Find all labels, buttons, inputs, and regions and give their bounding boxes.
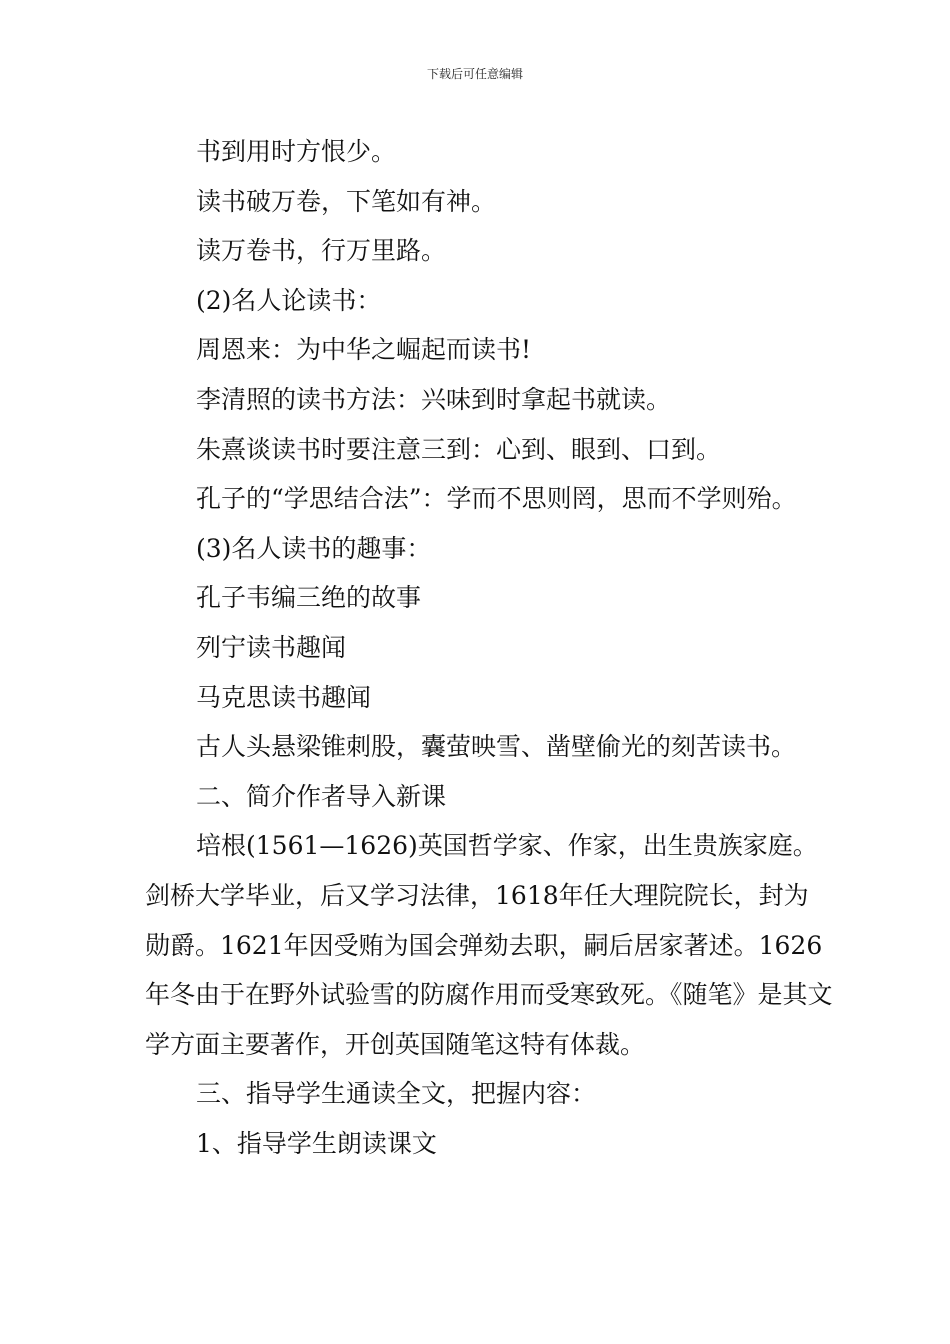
paragraph-3: 读万卷书，行万里路。 (196, 236, 447, 266)
section-heading-famous-people-on-reading: (2)名人论读书： (196, 285, 382, 315)
paragraph-6: 李清照的读书方法：兴味到时拿起书就读。 (196, 384, 672, 414)
section-heading-author-intro: 二、简介作者导入新课 (196, 781, 447, 811)
paragraph-13: 古人头悬梁锥刺股，囊萤映雪、凿壁偷光的刻苦读书。 (196, 732, 797, 762)
paragraph-12: 马克思读书趣闻 (196, 682, 372, 712)
paragraph-17: 1、指导学生朗读课文 (196, 1128, 437, 1158)
paragraph-5: 周恩来：为中华之崛起而读书! (196, 335, 532, 365)
document-body (145, 127, 833, 1168)
paragraph-8: 孔子的“学思结合法”：学而不思则罔，思而不学则殆。 (196, 484, 797, 514)
section-heading-reading-anecdotes: (3)名人读书的趣事： (196, 533, 432, 563)
paragraph-2: 读书破万卷，下笔如有神。 (196, 186, 497, 216)
paragraph-1: 书到用时方恨少。 (196, 137, 397, 166)
paragraph-7: 朱熹谈读书时要注意三到：心到、眼到、口到。 (196, 434, 722, 464)
paragraph-author-bio: 培根(1561—1626)英国哲学家、作家，出生贵族家庭。剑桥大学毕业，后又学习法律，1618年任大理院院长，封为勋爵。1621年因受贿为国会弹劾去职，嗣后居家著述。1626年冬由于在野外试验雪的防腐作用而受寒致死。《随笔》是其文学方面主要著作，开创英国随笔这特有体裁。 (145, 831, 833, 1059)
paragraph-10: 孔子韦编三绝的故事 (196, 583, 422, 613)
page-header-note: 下载后可任意编辑 (426, 67, 523, 81)
paragraph-11: 列宁读书趣闻 (196, 632, 347, 662)
section-heading-read-through: 三、指导学生通读全文，把握内容： (196, 1079, 597, 1109)
